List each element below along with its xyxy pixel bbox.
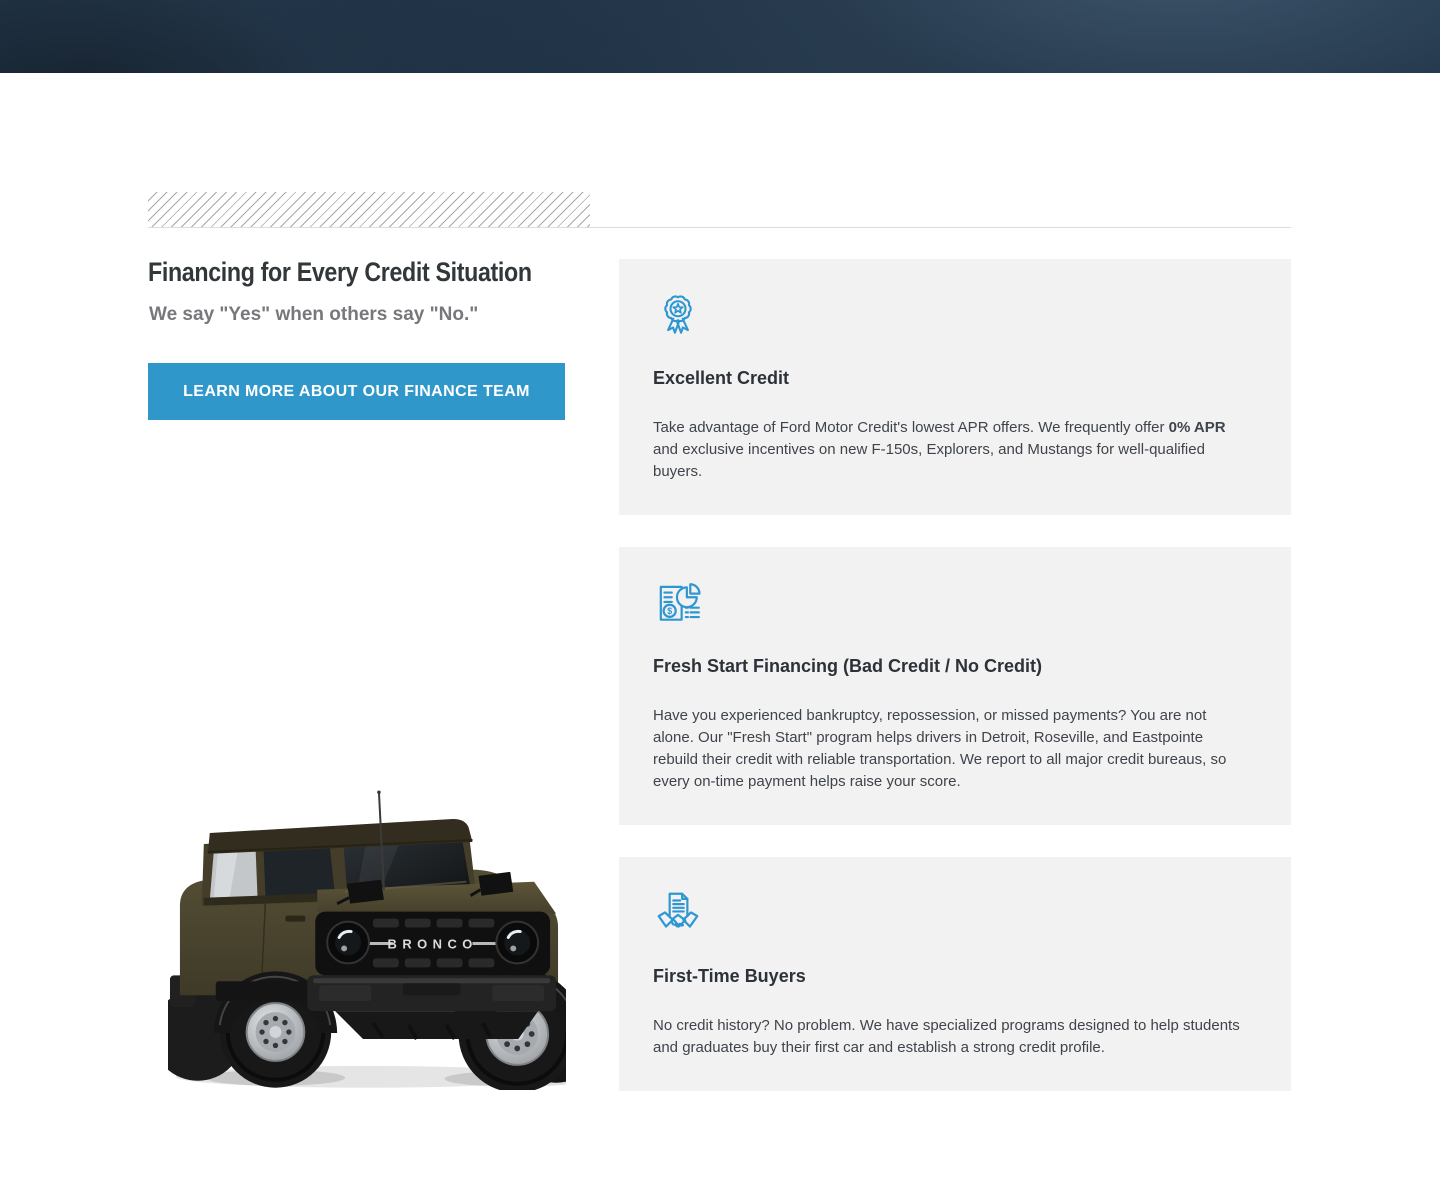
financing-cards-column [619, 259, 1291, 1123]
handshake-document-icon [653, 888, 703, 938]
card-title: Fresh Start Financing (Bad Credit / No Credit) [653, 656, 1043, 676]
bronco-grille-badge: BRONCO [387, 936, 478, 952]
card-body: Take advantage of Ford Motor Credit's lowest APR offers. We frequently offer 0% APR and exclusive incentives on new F-150s, Explorers, and Mustangs for well-qualified buyers. [653, 419, 1226, 480]
card-body: Have you experienced bankruptcy, repossession, or missed payments? You are not alone. Our "Fresh Start" program helps drivers in Detroit, Roseville, and Eastpointe rebuild their credit with reliable transportation. We report to all major credit bureaus, so every on-time payment helps raise your score. [653, 707, 1227, 790]
card-first-time-buyers [619, 857, 1291, 1091]
learn-more-finance-team-button[interactable]: LEARN MORE ABOUT OUR FINANCE TEAM [148, 363, 565, 420]
card-title: First-Time Buyers [653, 966, 806, 986]
diagonal-hatch-divider [148, 192, 590, 227]
dark-header-photo-band [0, 0, 1440, 73]
ford-bronco-image [168, 786, 566, 1090]
card-fresh-start-financing [619, 547, 1291, 825]
award-ribbon-icon [653, 290, 703, 340]
dollar-glyph: $ [667, 606, 673, 617]
card-title: Excellent Credit [653, 368, 790, 388]
horizontal-rule [148, 227, 1291, 228]
financial-report-piechart-icon [653, 578, 703, 628]
page-title: Financing for Every Credit Situation [148, 257, 532, 287]
page-subtitle: We say "Yes" when others say "No." [149, 304, 479, 325]
card-body: No credit history? No problem. We have specialized programs designed to help students and graduates buy their first car and establish a strong credit profile. [653, 1017, 1240, 1056]
card-excellent-credit [619, 259, 1291, 515]
